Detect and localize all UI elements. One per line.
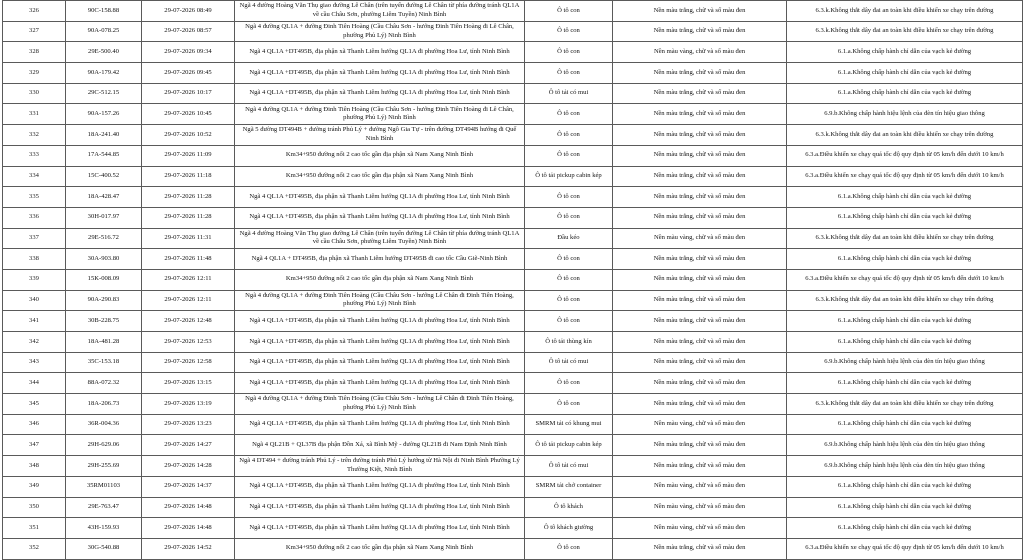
- row-number-cell: 334: [3, 166, 66, 187]
- plate-color-cell: Nền màu vàng, chữ và số màu đen: [613, 228, 787, 249]
- violation-description-cell: 6.1.a.Không chấp hành chỉ dẫn của vạch kẻ đường: [787, 187, 1023, 208]
- violation-description-cell: 6.3.a.Điều khiển xe chạy quá tốc độ quy định từ 05 km/h đến dưới 10 km/h: [787, 269, 1023, 290]
- violation-description-cell: 6.3.k.Không thắt dây đai an toàn khi điều khiển xe chạy trên đường: [787, 290, 1023, 311]
- row-number-cell: 345: [3, 394, 66, 415]
- row-number-cell: 326: [3, 1, 66, 22]
- vehicle-type-cell: Ô tô tải pickup cabin kép: [525, 166, 613, 187]
- violation-time-cell: 29-07-2026 12:48: [142, 311, 235, 332]
- row-number-cell: 332: [3, 125, 66, 146]
- location-cell: Ngã 4 QL1A +DT495B, địa phận xã Thanh Liêm hướng QL1A đi phường Hoa Lư, tỉnh Ninh Bình: [235, 497, 525, 518]
- violation-description-cell: 6.1.a.Không chấp hành chỉ dẫn của vạch kẻ đường: [787, 83, 1023, 104]
- violation-description-cell: 6.1.a.Không chấp hành chỉ dẫn của vạch kẻ đường: [787, 518, 1023, 539]
- table-row: [3, 269, 1023, 290]
- violation-time-cell: 29-07-2026 08:49: [142, 1, 235, 22]
- violation-description-cell: 6.1.a.Không chấp hành chỉ dẫn của vạch kẻ đường: [787, 42, 1023, 63]
- license-plate-cell: 17A-544.85: [66, 145, 142, 166]
- violation-time-cell: 29-07-2026 09:45: [142, 63, 235, 84]
- table-row: [3, 538, 1023, 559]
- violation-time-cell: 29-07-2026 09:34: [142, 42, 235, 63]
- table-row: [3, 456, 1023, 477]
- license-plate-cell: 29E-516.72: [66, 228, 142, 249]
- table-row: [3, 352, 1023, 373]
- vehicle-type-cell: Ô tô con: [525, 21, 613, 42]
- license-plate-cell: 29E-500.40: [66, 42, 142, 63]
- violation-description-cell: 6.1.a.Không chấp hành chỉ dẫn của vạch kẻ đường: [787, 373, 1023, 394]
- violation-description-cell: 6.3.k.Không thắt dây đai an toàn khi điều khiển xe chạy trên đường: [787, 228, 1023, 249]
- table-row: [3, 290, 1023, 311]
- license-plate-cell: 30B-228.75: [66, 311, 142, 332]
- vehicle-type-cell: Ô tô tải có mui: [525, 83, 613, 104]
- violation-description-cell: 6.3.k.Không thắt dây đai an toàn khi điều khiển xe chạy trên đường: [787, 1, 1023, 22]
- row-number-cell: 352: [3, 538, 66, 559]
- location-cell: Ngã 4 QL1A +DT495B, địa phận xã Thanh Liêm hướng QL1A đi phường Hoa Lư, tỉnh Ninh Bình: [235, 311, 525, 332]
- table-row: [3, 476, 1023, 497]
- violation-time-cell: 29-07-2026 13:19: [142, 394, 235, 415]
- license-plate-cell: 90A-078.25: [66, 21, 142, 42]
- plate-color-cell: Nền màu trắng, chữ và số màu đen: [613, 63, 787, 84]
- violation-description-cell: 6.1.a.Không chấp hành chỉ dẫn của vạch kẻ đường: [787, 332, 1023, 353]
- plate-color-cell: Nền màu trắng, chữ và số màu đen: [613, 373, 787, 394]
- license-plate-cell: 18A-241.40: [66, 125, 142, 146]
- plate-color-cell: Nền màu vàng, chữ và số màu đen: [613, 476, 787, 497]
- vehicle-type-cell: Ô tô khách: [525, 497, 613, 518]
- vehicle-type-cell: Ô tô tải pickup cabin kép: [525, 435, 613, 456]
- table-row: [3, 394, 1023, 415]
- location-cell: Ngã 4 DT494 + đường tránh Phủ Lý - trên đường tránh Phủ Lý hướng từ Hà Nội đi Ninh Bình Phường Lý Thường Kiệt, Ninh Bình: [235, 456, 525, 477]
- license-plate-cell: 30G-540.88: [66, 538, 142, 559]
- vehicle-type-cell: Ô tô con: [525, 187, 613, 208]
- license-plate-cell: 29H-255.69: [66, 456, 142, 477]
- vehicle-type-cell: Ô tô con: [525, 269, 613, 290]
- plate-color-cell: Nền màu trắng, chữ và số màu đen: [613, 145, 787, 166]
- violation-description-cell: 6.1.a.Không chấp hành chỉ dẫn của vạch kẻ đường: [787, 249, 1023, 270]
- license-plate-cell: 90C-158.88: [66, 1, 142, 22]
- row-number-cell: 347: [3, 435, 66, 456]
- violation-description-cell: 6.1.a.Không chấp hành chỉ dẫn của vạch kẻ đường: [787, 497, 1023, 518]
- license-plate-cell: 29H-629.06: [66, 435, 142, 456]
- location-cell: Ngã 5 đường DT494B + đường tránh Phủ Lý + đường Ngô Gia Tự - trên đường DT494B hướng đi Quế Ninh Bình: [235, 125, 525, 146]
- plate-color-cell: Nền màu trắng, chữ và số màu đen: [613, 187, 787, 208]
- license-plate-cell: 18A-206.73: [66, 394, 142, 415]
- table-row: [3, 125, 1023, 146]
- violation-time-cell: 29-07-2026 14:52: [142, 538, 235, 559]
- location-cell: Ngã 4 QL1A +DT495B, địa phận xã Thanh Liêm hướng QL1A đi phường Hoa Lư, tỉnh Ninh Bình: [235, 518, 525, 539]
- plate-color-cell: Nền màu trắng, chữ và số màu đen: [613, 269, 787, 290]
- vehicle-type-cell: Ô tô con: [525, 63, 613, 84]
- violation-description-cell: 6.9.b.Không chấp hành hiệu lệnh của đèn tín hiệu giao thông: [787, 104, 1023, 125]
- plate-color-cell: Nền màu vàng, chữ và số màu đen: [613, 497, 787, 518]
- location-cell: Ngã 4 đường Hoàng Văn Thụ giao đường Lê Chân (trên tuyến đường Lê Chân từ phía đường tránh QL1A về cầu Châu Sơn, phường Liêm Tuyền) Ninh Bình: [235, 1, 525, 22]
- row-number-cell: 331: [3, 104, 66, 125]
- table-row: [3, 1, 1023, 22]
- violation-time-cell: 29-07-2026 12:53: [142, 332, 235, 353]
- row-number-cell: 344: [3, 373, 66, 394]
- violation-time-cell: 29-07-2026 12:58: [142, 352, 235, 373]
- location-cell: Ngã 4 đường QL1A + đường Đinh Tiên Hoàng (Cầu Châu Sơn - hướng Đinh Tiên Hoàng đi Lê Chân, phường Phủ Lý) Ninh Bình: [235, 104, 525, 125]
- plate-color-cell: Nền màu trắng, chữ và số màu đen: [613, 290, 787, 311]
- violation-time-cell: 29-07-2026 10:17: [142, 83, 235, 104]
- plate-color-cell: Nền màu trắng, chữ và số màu đen: [613, 435, 787, 456]
- vehicle-type-cell: Ô tô con: [525, 290, 613, 311]
- violation-time-cell: 29-07-2026 08:57: [142, 21, 235, 42]
- vehicle-type-cell: Ô tô con: [525, 373, 613, 394]
- table-row: [3, 518, 1023, 539]
- row-number-cell: 343: [3, 352, 66, 373]
- license-plate-cell: 35C-153.18: [66, 352, 142, 373]
- vehicle-type-cell: Ô tô con: [525, 104, 613, 125]
- plate-color-cell: Nền màu vàng, chữ và số màu đen: [613, 414, 787, 435]
- table-row: [3, 104, 1023, 125]
- location-cell: Ngã 4 đường QL1A + đường Đinh Tiên Hoàng (Cầu Châu Sơn - hướng Lê Chân đi Đinh Tiên Hoàng, phường Phủ Lý) Ninh Bình: [235, 290, 525, 311]
- license-plate-cell: 18A-428.47: [66, 187, 142, 208]
- table-row: [3, 414, 1023, 435]
- location-cell: Km34+950 đường nối 2 cao tốc gần địa phận xã Nam Xang Ninh Bình: [235, 269, 525, 290]
- location-cell: Km34+950 đường nối 2 cao tốc gần địa phận xã Nam Xang Ninh Bình: [235, 538, 525, 559]
- table-row: [3, 21, 1023, 42]
- location-cell: Ngã 4 đường QL1A + đường Đinh Tiên Hoàng (Cầu Châu Sơn - hướng Lê Chân đi Đinh Tiên Hoàng, phường Phủ Lý) Ninh Bình: [235, 394, 525, 415]
- row-number-cell: 328: [3, 42, 66, 63]
- license-plate-cell: 90A-179.42: [66, 63, 142, 84]
- violation-description-cell: 6.9.b.Không chấp hành hiệu lệnh của đèn tín hiệu giao thông: [787, 352, 1023, 373]
- license-plate-cell: 90A-290.83: [66, 290, 142, 311]
- vehicle-type-cell: Ô tô tải có mui: [525, 456, 613, 477]
- license-plate-cell: 29E-763.47: [66, 497, 142, 518]
- violation-description-cell: 6.3.a.Điều khiển xe chạy quá tốc độ quy định từ 05 km/h đến dưới 10 km/h: [787, 166, 1023, 187]
- plate-color-cell: Nền màu trắng, chữ và số màu đen: [613, 207, 787, 228]
- violation-description-cell: 6.3.k.Không thắt dây đai an toàn khi điều khiển xe chạy trên đường: [787, 21, 1023, 42]
- row-number-cell: 351: [3, 518, 66, 539]
- table-row: [3, 63, 1023, 84]
- plate-color-cell: Nền màu trắng, chữ và số màu đen: [613, 21, 787, 42]
- plate-color-cell: Nền màu trắng, chữ và số màu đen: [613, 83, 787, 104]
- vehicle-type-cell: Ô tô con: [525, 207, 613, 228]
- violation-description-cell: 6.9.b.Không chấp hành hiệu lệnh của đèn tín hiệu giao thông: [787, 456, 1023, 477]
- row-number-cell: 348: [3, 456, 66, 477]
- location-cell: Ngã 4 QL1A +DT495B, địa phận xã Thanh Liêm hướng QL1A đi phường Hoa Lư, tỉnh Ninh Bình: [235, 207, 525, 228]
- violation-description-cell: 6.9.b.Không chấp hành hiệu lệnh của đèn tín hiệu giao thông: [787, 435, 1023, 456]
- vehicle-type-cell: Ô tô tải thùng kín: [525, 332, 613, 353]
- violations-table-body: [3, 1, 1023, 560]
- vehicle-type-cell: Ô tô con: [525, 125, 613, 146]
- location-cell: Km34+950 đường nối 2 cao tốc gần địa phận xã Nam Xang Ninh Bình: [235, 145, 525, 166]
- plate-color-cell: Nền màu vàng, chữ và số màu đen: [613, 42, 787, 63]
- plate-color-cell: Nền màu trắng, chữ và số màu đen: [613, 104, 787, 125]
- row-number-cell: 329: [3, 63, 66, 84]
- location-cell: Ngã 4 QL21B + QL37B địa phận Đồn Xá, xã Bình Mỹ - đường QL21B đi Nam Định Ninh Bình: [235, 435, 525, 456]
- table-row: [3, 332, 1023, 353]
- license-plate-cell: 88A-072.32: [66, 373, 142, 394]
- location-cell: Ngã 4 QL1A +DT495B, địa phận xã Thanh Liêm hướng QL1A đi phường Hoa Lư, tỉnh Ninh Bình: [235, 83, 525, 104]
- table-row: [3, 42, 1023, 63]
- violation-time-cell: 29-07-2026 14:48: [142, 497, 235, 518]
- location-cell: Km34+950 đường nối 2 cao tốc gần địa phận xã Nam Xang Ninh Bình: [235, 166, 525, 187]
- violation-description-cell: 6.3.a.Điều khiển xe chạy quá tốc độ quy định từ 05 km/h đến dưới 10 km/h: [787, 538, 1023, 559]
- violation-description-cell: 6.1.a.Không chấp hành chỉ dẫn của vạch kẻ đường: [787, 476, 1023, 497]
- violation-time-cell: 29-07-2026 13:15: [142, 373, 235, 394]
- violation-time-cell: 29-07-2026 12:11: [142, 290, 235, 311]
- vehicle-type-cell: Ô tô khách giường: [525, 518, 613, 539]
- table-row: [3, 166, 1023, 187]
- vehicle-type-cell: Ô tô con: [525, 249, 613, 270]
- location-cell: Ngã 4 QL1A +DT495B, địa phận xã Thanh Liêm hướng QL1A đi phường Hoa Lư, tỉnh Ninh Bình: [235, 476, 525, 497]
- violation-time-cell: 29-07-2026 10:45: [142, 104, 235, 125]
- license-plate-cell: 18A-481.28: [66, 332, 142, 353]
- vehicle-type-cell: Ô tô con: [525, 1, 613, 22]
- violation-description-cell: 6.1.a.Không chấp hành chỉ dẫn của vạch kẻ đường: [787, 311, 1023, 332]
- row-number-cell: 350: [3, 497, 66, 518]
- table-row: [3, 373, 1023, 394]
- location-cell: Ngã 4 QL1A +DT495B, địa phận xã Thanh Liêm hướng QL1A đi phường Hoa Lư, tỉnh Ninh Bình: [235, 332, 525, 353]
- row-number-cell: 349: [3, 476, 66, 497]
- row-number-cell: 340: [3, 290, 66, 311]
- row-number-cell: 336: [3, 207, 66, 228]
- violation-time-cell: 29-07-2026 14:27: [142, 435, 235, 456]
- plate-color-cell: Nền màu trắng, chữ và số màu đen: [613, 394, 787, 415]
- violation-time-cell: 29-07-2026 11:18: [142, 166, 235, 187]
- vehicle-type-cell: SMRM tải có khung mui: [525, 414, 613, 435]
- violation-time-cell: 29-07-2026 14:48: [142, 518, 235, 539]
- plate-color-cell: Nền màu trắng, chữ và số màu đen: [613, 538, 787, 559]
- vehicle-type-cell: Ô tô con: [525, 311, 613, 332]
- location-cell: Ngã 4 đường Hoàng Văn Thụ giao đường Lê Chân (trên tuyến đường Lê Chân từ phía đường tránh QL1A về cầu Châu Sơn, phường Liêm Tuyền) Ninh Bình: [235, 228, 525, 249]
- license-plate-cell: 90A-157.26: [66, 104, 142, 125]
- license-plate-cell: 15K-008.09: [66, 269, 142, 290]
- license-plate-cell: 36R-004.36: [66, 414, 142, 435]
- vehicle-type-cell: Ô tô tải có mui: [525, 352, 613, 373]
- plate-color-cell: Nền màu trắng, chữ và số màu đen: [613, 166, 787, 187]
- violation-description-cell: 6.3.k.Không thắt dây đai an toàn khi điều khiển xe chạy trên đường: [787, 125, 1023, 146]
- violation-time-cell: 29-07-2026 13:23: [142, 414, 235, 435]
- location-cell: Ngã 4 QL1A +DT495B, địa phận xã Thanh Liêm hướng QL1A đi phường Hoa Lư, tỉnh Ninh Bình: [235, 352, 525, 373]
- table-row: [3, 207, 1023, 228]
- location-cell: Ngã 4 QL1A +DT495B, địa phận xã Thanh Liêm hướng QL1A đi phường Hoa Lư, tỉnh Ninh Bình: [235, 414, 525, 435]
- row-number-cell: 333: [3, 145, 66, 166]
- violation-description-cell: 6.3.a.Điều khiển xe chạy quá tốc độ quy định từ 05 km/h đến dưới 10 km/h: [787, 145, 1023, 166]
- violation-time-cell: 29-07-2026 10:52: [142, 125, 235, 146]
- violation-time-cell: 29-07-2026 14:28: [142, 456, 235, 477]
- plate-color-cell: Nền màu trắng, chữ và số màu đen: [613, 249, 787, 270]
- license-plate-cell: 30H-017.97: [66, 207, 142, 228]
- plate-color-cell: Nền màu trắng, chữ và số màu đen: [613, 311, 787, 332]
- vehicle-type-cell: Ô tô con: [525, 42, 613, 63]
- violation-time-cell: 29-07-2026 11:31: [142, 228, 235, 249]
- table-row: [3, 249, 1023, 270]
- plate-color-cell: Nền màu trắng, chữ và số màu đen: [613, 1, 787, 22]
- license-plate-cell: 29C-512.15: [66, 83, 142, 104]
- row-number-cell: 337: [3, 228, 66, 249]
- violation-time-cell: 29-07-2026 12:11: [142, 269, 235, 290]
- violation-time-cell: 29-07-2026 11:48: [142, 249, 235, 270]
- violation-time-cell: 29-07-2026 14:37: [142, 476, 235, 497]
- vehicle-type-cell: Ô tô con: [525, 538, 613, 559]
- vehicle-type-cell: Đầu kéo: [525, 228, 613, 249]
- violations-table: [2, 0, 1023, 560]
- row-number-cell: 338: [3, 249, 66, 270]
- row-number-cell: 327: [3, 21, 66, 42]
- vehicle-type-cell: Ô tô con: [525, 145, 613, 166]
- table-row: [3, 228, 1023, 249]
- plate-color-cell: Nền màu trắng, chữ và số màu đen: [613, 456, 787, 477]
- license-plate-cell: 43H-159.93: [66, 518, 142, 539]
- plate-color-cell: Nền màu trắng, chữ và số màu đen: [613, 352, 787, 373]
- license-plate-cell: 30A-903.80: [66, 249, 142, 270]
- location-cell: Ngã 4 đường QL1A + đường Đinh Tiên Hoàng (Cầu Châu Sơn - hướng Đinh Tiên Hoàng đi Lê Chân, phường Phủ Lý) Ninh Bình: [235, 21, 525, 42]
- table-row: [3, 311, 1023, 332]
- location-cell: Ngã 4 QL1A +DT495B, địa phận xã Thanh Liêm hướng QL1A đi phường Hoa Lư, tỉnh Ninh Bình: [235, 63, 525, 84]
- table-row: [3, 145, 1023, 166]
- location-cell: Ngã 4 QL1A +DT495B, địa phận xã Thanh Liêm hướng QL1A đi phường Hoa Lư, tỉnh Ninh Bình: [235, 42, 525, 63]
- table-row: [3, 497, 1023, 518]
- table-row: [3, 187, 1023, 208]
- violation-description-cell: 6.1.a.Không chấp hành chỉ dẫn của vạch kẻ đường: [787, 63, 1023, 84]
- violation-description-cell: 6.3.k.Không thắt dây đai an toàn khi điều khiển xe chạy trên đường: [787, 394, 1023, 415]
- row-number-cell: 335: [3, 187, 66, 208]
- violation-time-cell: 29-07-2026 11:28: [142, 187, 235, 208]
- violation-time-cell: 29-07-2026 11:28: [142, 207, 235, 228]
- license-plate-cell: 15C-400.52: [66, 166, 142, 187]
- license-plate-cell: 35RM01103: [66, 476, 142, 497]
- row-number-cell: 341: [3, 311, 66, 332]
- row-number-cell: 342: [3, 332, 66, 353]
- violation-time-cell: 29-07-2026 11:09: [142, 145, 235, 166]
- row-number-cell: 330: [3, 83, 66, 104]
- vehicle-type-cell: Ô tô con: [525, 394, 613, 415]
- plate-color-cell: Nền màu vàng, chữ và số màu đen: [613, 518, 787, 539]
- vehicle-type-cell: SMRM tải chở container: [525, 476, 613, 497]
- location-cell: Ngã 4 QL1A +DT495B, địa phận xã Thanh Liêm hướng QL1A đi phường Hoa Lư, tỉnh Ninh Bình: [235, 187, 525, 208]
- row-number-cell: 346: [3, 414, 66, 435]
- plate-color-cell: Nền màu trắng, chữ và số màu đen: [613, 125, 787, 146]
- table-row: [3, 83, 1023, 104]
- violation-description-cell: 6.1.a.Không chấp hành chỉ dẫn của vạch kẻ đường: [787, 414, 1023, 435]
- violation-description-cell: 6.1.a.Không chấp hành chỉ dẫn của vạch kẻ đường: [787, 207, 1023, 228]
- table-row: [3, 435, 1023, 456]
- plate-color-cell: Nền màu trắng, chữ và số màu đen: [613, 332, 787, 353]
- location-cell: Ngã 4 QL1A +DT495B, địa phận xã Thanh Liêm hướng QL1A đi phường Hoa Lư, tỉnh Ninh Bình: [235, 373, 525, 394]
- location-cell: Ngã 4 QL1A + DT495B, địa phận xã Thanh Liêm hướng DT495B đi cao tốc Cầu Giẽ-Ninh Bình: [235, 249, 525, 270]
- row-number-cell: 339: [3, 269, 66, 290]
